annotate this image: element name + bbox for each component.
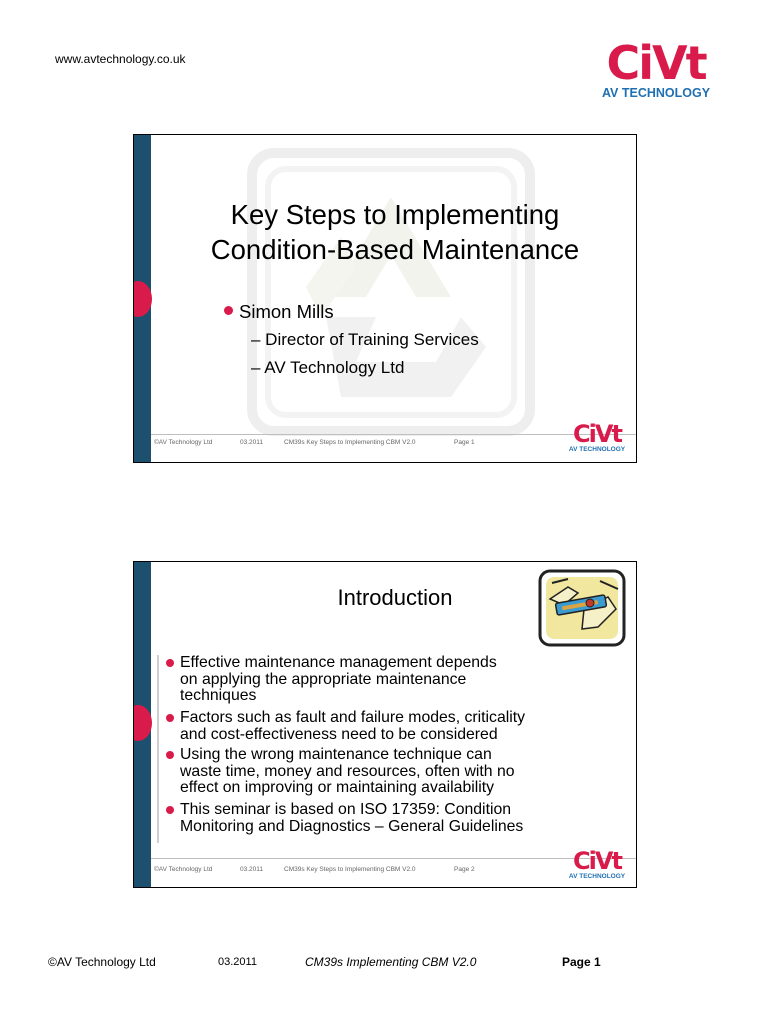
bullet-dot-icon [166, 806, 174, 814]
presenter-name: Simon Mills [239, 301, 334, 322]
list-item-line: waste time, money and resources, often with no [180, 762, 515, 780]
logo-mark: CiVt [606, 36, 706, 90]
presenter-company: – AV Technology Ltd [251, 358, 405, 377]
footer-doc: CM39s Key Steps to Implementing CBM V2.0 [284, 439, 416, 446]
list-item-line: Monitoring and Diagnostics – General Guidelines [180, 817, 524, 835]
bullet-dot-icon [224, 306, 233, 315]
site-url[interactable]: www.avtechnology.co.uk [55, 52, 186, 66]
bullet-dot-icon [166, 659, 174, 667]
slide-1 [133, 134, 637, 463]
list-item-line: techniques [180, 687, 257, 704]
slide-logo [564, 849, 630, 881]
footer-date: 03.2011 [240, 866, 264, 873]
page-footer-copyright: ©AV Technology Ltd [48, 955, 156, 969]
slide-2 [133, 561, 637, 888]
footer-copyright: ©AV Technology Ltd [154, 866, 213, 873]
list-item [164, 802, 604, 835]
bullet-dot-icon [166, 751, 174, 759]
footer-copyright: ©AV Technology Ltd [154, 439, 213, 446]
slide-title: Introduction [337, 585, 453, 610]
list-item-line: and cost-effectiveness need to be considered [180, 725, 498, 743]
slide-title-line-2: Condition-Based Maintenance [210, 234, 580, 265]
company-logo [596, 36, 716, 100]
slide-logo-mark: CiVt [573, 847, 621, 875]
list-item [164, 710, 604, 743]
bullet-dot-icon [166, 714, 174, 722]
footer-date: 03.2011 [240, 439, 264, 446]
list-item-line: This seminar is based on ISO 17359: Condition [180, 801, 512, 818]
list-item-line: Factors such as fault and failure modes, criticality [180, 709, 526, 726]
footer-page: Page 1 [454, 439, 475, 446]
list-item-line: Using the wrong maintenance technique can [180, 746, 492, 763]
list-item-line: Effective maintenance management depends [180, 654, 497, 671]
page-footer-date: 03.2011 [218, 956, 257, 968]
page-footer-page: Page 1 [562, 955, 601, 969]
measuring-hands-clipart-icon [538, 569, 626, 647]
page-footer-doc: CM39s Implementing CBM V2.0 [305, 955, 477, 969]
footer-doc: CM39s Key Steps to Implementing CBM V2.0 [284, 866, 416, 873]
list-item-line: on applying the appropriate maintenance [180, 670, 467, 688]
list-item-line: effect on improving or maintaining availability [180, 779, 495, 796]
slide-title-line-1: Key Steps to Implementing [230, 199, 560, 230]
slide-logo-subtitle: AV TECHNOLOGY [568, 873, 626, 880]
presenter-bullet [224, 301, 334, 323]
presenter-role: – Director of Training Services [251, 330, 479, 349]
slide-logo [564, 422, 630, 454]
recycle-watermark-icon [246, 147, 536, 437]
logo-subtitle: AV TECHNOLOGY [601, 86, 711, 100]
list-item [164, 655, 604, 705]
list-item [164, 747, 604, 797]
slide-content-rule [157, 655, 159, 843]
slide-logo-subtitle: AV TECHNOLOGY [568, 446, 626, 453]
footer-page: Page 2 [454, 866, 475, 873]
slide-logo-mark: CiVt [573, 420, 621, 448]
slide-title [154, 197, 636, 267]
